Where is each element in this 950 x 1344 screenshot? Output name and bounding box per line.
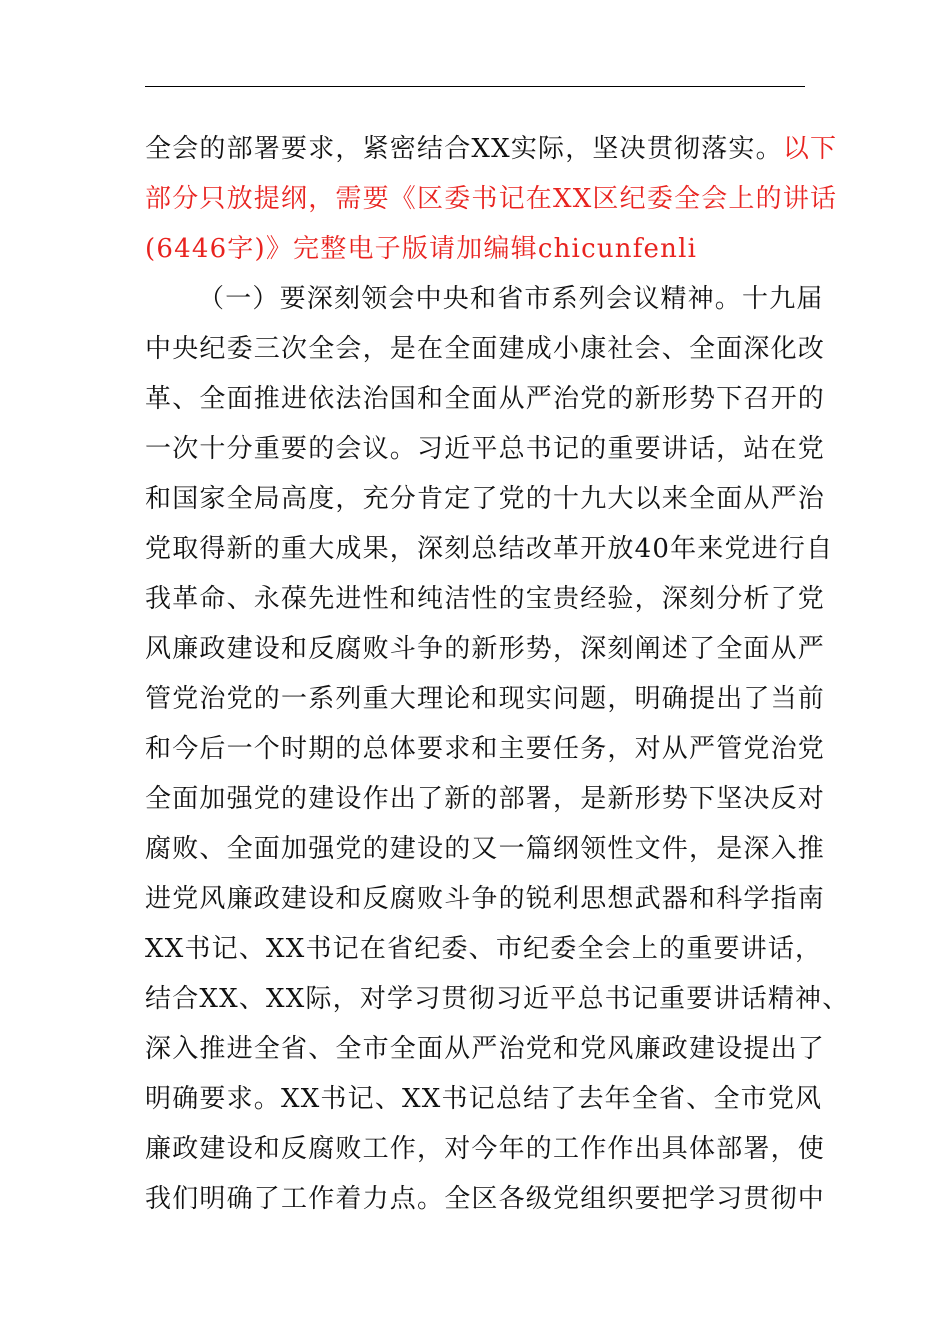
paragraph-heading: （一）要深刻领会中央和省市系列会议精神。十九届 <box>198 284 824 314</box>
text-line: 我革命、永葆先进性和纯洁性的宝贵经验，深刻分析了党 <box>145 584 826 614</box>
text-line: 革、全面推进依法治国和全面从严治党的新形势下召开的 <box>145 384 826 414</box>
header-rule <box>145 86 805 87</box>
text-line <box>145 232 697 266</box>
text-line: 我们明确了工作着力点。全区各级党组织要把学习贯彻中 <box>145 1184 826 1214</box>
text-line: 廉政建设和反腐败工作，对今年的工作作出具体部署，使 <box>145 1134 826 1164</box>
red-notice: 部分只放提纲，需要《区委书记在XX区纪委全会上的讲话 <box>145 184 838 214</box>
text-line <box>145 182 837 216</box>
text-line: 全面加强党的建设作出了新的部署，是新形势下坚决反对 <box>145 784 826 814</box>
text-line: 深入推进全省、全市全面从严治党和党风廉政建设提出了 <box>145 1034 826 1064</box>
red-notice: 以下 <box>782 134 838 164</box>
text-line: 进党风廉政建设和反腐败斗争的锐利思想武器和科学指南 <box>145 884 826 914</box>
text-line: 一次十分重要的会议。习近平总书记的重要讲话，站在党 <box>145 434 826 464</box>
text-line: 管党治党的一系列重大理论和现实问题，明确提出了当前 <box>145 684 826 714</box>
text-line: 党取得新的重大成果，深刻总结改革开放40年来党进行自 <box>145 534 834 564</box>
text-line: XX书记、XX书记在省纪委、市纪委全会上的重要讲话， <box>145 934 823 964</box>
text-line: 风廉政建设和反腐败斗争的新形势，深刻阐述了全面从严 <box>145 634 826 664</box>
text-line: 和今后一个时期的总体要求和主要任务，对从严管党治党 <box>145 734 826 764</box>
text-line: 中央纪委三次全会，是在全面建成小康社会、全面深化改 <box>145 334 826 364</box>
text-line: 全会的部署要求，紧密结合XX实际，坚决贯彻落实。以下 <box>145 134 838 164</box>
text-line: 腐败、全面加强党的建设的又一篇纲领性文件，是深入推 <box>145 834 826 864</box>
red-notice: (6446字)》完整电子版请加编辑chicunfenli <box>145 234 698 264</box>
text-line: 明确要求。XX书记、XX书记总结了去年全省、全市党风 <box>145 1084 823 1114</box>
text-line: 和国家全局高度，充分肯定了党的十九大以来全面从严治 <box>145 484 826 514</box>
text-line: 结合XX、XX际，对学习贯彻习近平总书记重要讲话精神、 <box>145 984 850 1014</box>
